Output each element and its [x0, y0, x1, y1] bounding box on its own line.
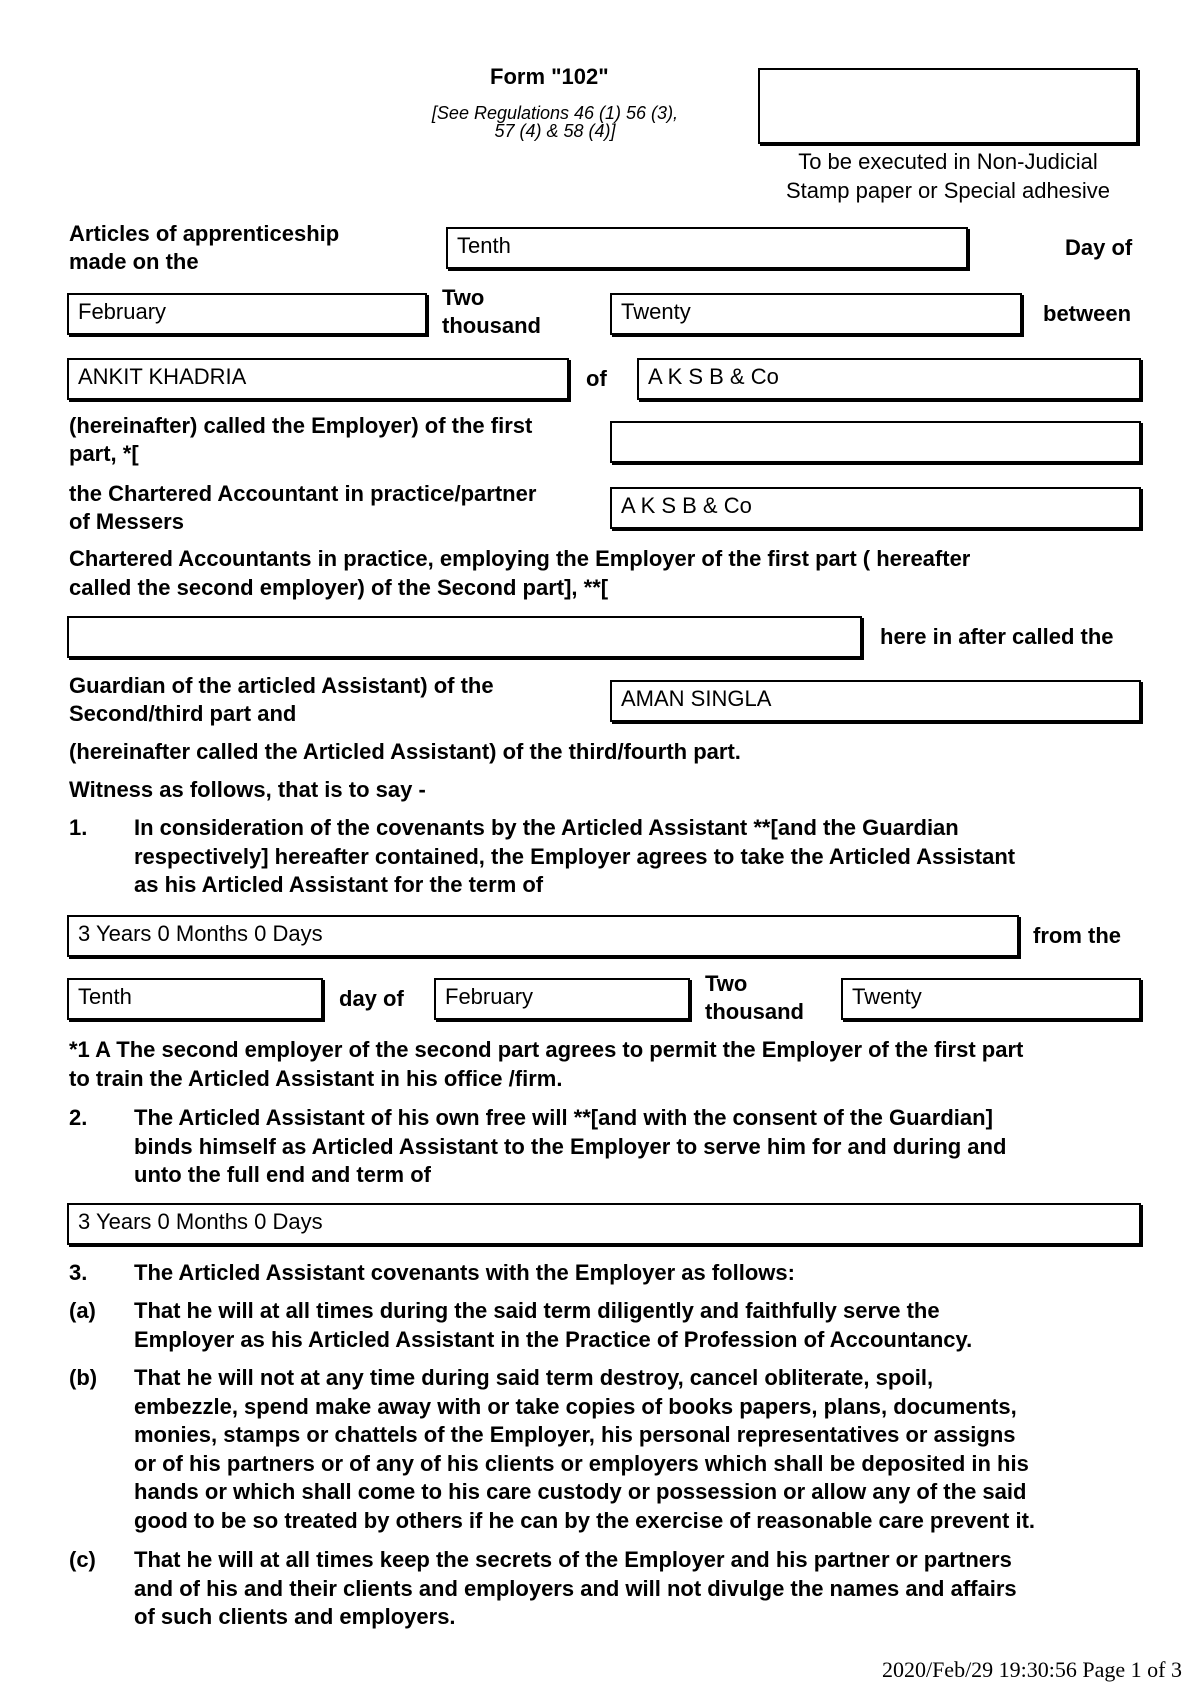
start-year-field[interactable]: Twenty	[841, 978, 1141, 1020]
witness-text: Witness as follows, that is to say -	[69, 777, 426, 802]
two-thousand-line-2: thousand	[442, 313, 541, 338]
clause-3b-label: (b)	[69, 1365, 98, 1390]
hereinafter-line-2: part, *[	[69, 441, 139, 466]
hereinafter-line-1: (hereinafter) called the Employer) of the first	[69, 413, 533, 438]
day-of-label-2: day of	[339, 986, 404, 1011]
hereinafter-employer-text	[69, 412, 532, 468]
guardian-name-field[interactable]	[67, 616, 862, 658]
stamp-note	[758, 147, 1138, 205]
clause-1-line-2: respectively] hereafter contained, the Employer agrees to take the Articled Assistant	[134, 843, 1016, 869]
clause-3c-label: (c)	[69, 1547, 96, 1572]
page-footer: 2020/Feb/29 19:30:56 Page 1 of 3	[881, 1657, 1182, 1682]
clause-1-line-1: In consideration of the covenants by the Articled Assistant **[and the Guardian	[134, 815, 959, 840]
clause-1a-line-1: *1 A The second employer of the second part agrees to permit the Employer of the first part	[69, 1037, 1024, 1062]
first-part-extra-field[interactable]	[610, 421, 1141, 463]
clause-3b-line: hands or which shall come to his care custody or possession or allow any of the said	[134, 1479, 1027, 1504]
clause-2-line-2: binds himself as Articled Assistant to the Employer to serve him for and during and	[134, 1133, 1007, 1159]
articles-label-line-1: Articles of apprenticeship	[69, 221, 340, 246]
chartered-accountant-line-2: of Messers	[69, 509, 184, 534]
year-field[interactable]: Twenty	[610, 293, 1022, 335]
articles-label-line-2: made on the	[69, 249, 199, 274]
here-in-after-label: here in after called the	[880, 624, 1114, 649]
clause-2-number: 2.	[69, 1105, 88, 1130]
clause-3a-line: Employer as his Articled Assistant in the Practice of Profession of Accountancy.	[134, 1326, 973, 1352]
messers-firm-field[interactable]: A K S B & Co	[610, 487, 1141, 529]
day-of-label: Day of	[1065, 235, 1133, 260]
of-label: of	[586, 366, 607, 391]
clause-3-number: 3.	[69, 1260, 88, 1285]
stamp-box[interactable]	[758, 68, 1138, 144]
stamp-note-line-1: To be executed in Non-Judicial	[798, 149, 1098, 174]
second-employer-line-1: Chartered Accountants in practice, employing the Employer of the first part ( hereafter	[69, 546, 971, 571]
clause-3b-line: good to be so treated by others if he can by the exercise of reasonable care prevent it.	[134, 1507, 1036, 1533]
two-thousand-label-2	[705, 970, 804, 1026]
two-thousand-2-line-1: Two	[705, 971, 748, 996]
guardian-line-2: Second/third part and	[69, 701, 297, 726]
clause-3b-line: That he will not at any time during said term destroy, cancel obliterate, spoil,	[134, 1365, 934, 1390]
clause-3a-line: That he will at all times during the said term diligently and faithfully serve the	[134, 1298, 940, 1323]
clause-2-line-3: unto the full end and term of	[134, 1162, 431, 1187]
second-employer-line-2: called the second employer) of the Second part], **[	[69, 574, 609, 600]
employer-name-field[interactable]: ANKIT KHADRIA	[67, 358, 569, 400]
clause-2-line-1: The Articled Assistant of his own free will **[and with the consent of the Guardian]	[134, 1105, 993, 1130]
month-field[interactable]: February	[67, 293, 427, 335]
two-thousand-label	[442, 284, 541, 340]
clause-2-text	[134, 1104, 1006, 1190]
clause-1-term-field[interactable]: 3 Years 0 Months 0 Days	[67, 915, 1019, 957]
clause-1a-text	[69, 1036, 1023, 1093]
clause-3c-line: and of his and their clients and employers and will not divulge the names and affairs	[134, 1575, 1017, 1601]
articles-label	[69, 220, 339, 276]
employer-firm-field[interactable]: A K S B & Co	[637, 358, 1141, 400]
clause-3a-text	[134, 1297, 972, 1354]
clause-1a-line-2: to train the Articled Assistant in his office /firm.	[69, 1065, 563, 1091]
regulation-line-1: [See Regulations 46 (1) 56 (3),	[431, 103, 679, 123]
articled-assistant-name-field[interactable]: AMAN SINGLA	[610, 680, 1141, 722]
two-thousand-2-line-2: thousand	[705, 999, 804, 1024]
regulation-reference	[400, 104, 710, 140]
clause-3b-line: or of his partners or of any of his clients or employers which shall be deposited in his	[134, 1450, 1029, 1476]
clause-3c-text	[134, 1546, 1017, 1632]
clause-3c-line: That he will at all times keep the secrets of the Employer and his partner or partners	[134, 1547, 1012, 1572]
chartered-accountant-line-1: the Chartered Accountant in practice/partner	[69, 481, 537, 506]
clause-3-heading: The Articled Assistant covenants with the Employer as follows:	[134, 1260, 795, 1285]
clause-1-text	[134, 814, 1015, 900]
from-the-label: from the	[1033, 923, 1121, 948]
clause-3c-line: of such clients and employers.	[134, 1604, 456, 1629]
articled-assistant-text: (hereinafter called the Articled Assistant) of the third/fourth part.	[69, 739, 741, 764]
between-label: between	[1043, 301, 1132, 326]
start-month-field[interactable]: February	[434, 978, 690, 1020]
two-thousand-line-1: Two	[442, 285, 485, 310]
clause-3b-text	[134, 1364, 1035, 1535]
start-day-field[interactable]: Tenth	[67, 978, 323, 1020]
clause-1-line-3: as his Articled Assistant for the term of	[134, 872, 544, 897]
clause-3a-label: (a)	[69, 1298, 96, 1323]
clause-3b-line: embezzle, spend make away with or take copies of books papers, plans, documents,	[134, 1393, 1017, 1419]
stamp-note-line-2: Stamp paper or Special adhesive	[785, 178, 1111, 203]
guardian-text	[69, 672, 494, 728]
clause-2-term-field[interactable]: 3 Years 0 Months 0 Days	[67, 1203, 1141, 1245]
day-field[interactable]: Tenth	[446, 227, 968, 269]
clause-1-number: 1.	[69, 815, 88, 840]
guardian-line-1: Guardian of the articled Assistant) of the	[69, 673, 494, 698]
regulation-line-2: 57 (4) & 58 (4)]	[494, 121, 616, 141]
second-employer-text	[69, 545, 970, 602]
chartered-accountant-text	[69, 480, 536, 536]
form-title: Form "102"	[490, 64, 609, 89]
clause-3b-line: monies, stamps or chattels of the Employer, his personal representatives or assigns	[134, 1422, 1016, 1447]
